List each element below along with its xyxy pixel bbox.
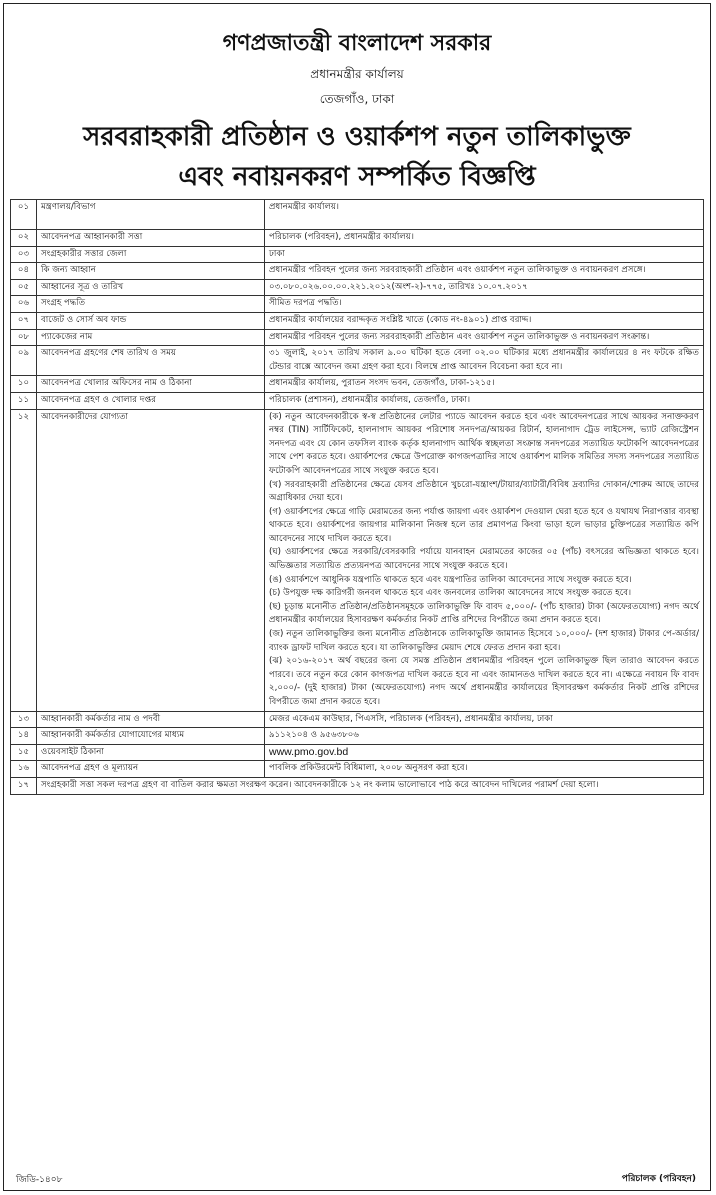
table-row: [11, 246, 704, 263]
row-label: আবেদনকারীদের যোগ্যতা: [37, 409, 265, 711]
row-value: সংগ্রহকারী সত্তা সকল দরপত্র গ্রহণ বা বাতিল করার ক্ষমতা সংরক্ষণ করেন। আবেদনকারীকে ১২ নং কলাম ভালোভাবে পাঠ করে আবেদন দাখিলের পরামর্শ দেয়া হলো।: [37, 777, 704, 794]
row-number: ০৬: [11, 296, 37, 313]
government-name: গণপ্রজাতন্ত্রী বাংলাদেশ সরকার: [222, 31, 492, 56]
row-label: আবেদনপত্র গ্রহণ ও মূল্যায়ন: [37, 761, 265, 778]
table-row: [11, 329, 704, 346]
gd-code: জিডি-১৪০৮: [16, 1175, 63, 1185]
table-row: [11, 200, 704, 230]
row-number: ১০: [11, 376, 37, 393]
table-row: [11, 296, 704, 313]
row-value: প্রধানমন্ত্রীর পরিবহন পুলের জন্য সরবরাহকারী প্রতিষ্ঠান এবং ওয়ার্কশপ নতুন তালিকাভুক্ত ও নবায়নকরণ সংক্রান্ত।: [265, 329, 704, 346]
row-value: পরিচালক (পরিবহন), প্রধানমন্ত্রীর কার্যালয়।: [265, 230, 704, 247]
row-number: ০১: [11, 200, 37, 230]
row-value: প্রধানমন্ত্রীর কার্যালয়ের বরাদ্দকৃত সংশ্লিষ্ট খাতে (কোড নং-৪৯০১) প্রাপ্ত বরাদ্দ।: [265, 312, 704, 329]
office-name: প্রধানমন্ত্রীর কার্যালয়: [310, 67, 404, 81]
row-number: ১৪: [11, 728, 37, 745]
table-row: [11, 711, 704, 728]
notice-footer: [10, 1167, 704, 1187]
table-row: [11, 230, 704, 247]
row-value: ৯১১২১০৪ ও ৯৫৬৩৮০৬: [265, 728, 704, 745]
row-value: ৩১ জুলাই, ২০১৭ তারিখ সকাল ৯.০০ ঘটিকা হতে বেলা ০২.০০ ঘটিকার মধ্যে প্রধানমন্ত্রীর কার্যালয়ের ৪ নং ফটকে রক্ষিত টেন্ডার বাক্সে আবেদন জমা গ্রহণ করা হবে। বিলম্বে প্রাপ্ত আবেদন বিবেচনা করা হবে না।: [265, 346, 704, 376]
row-number: ১৭: [11, 777, 37, 794]
qualification-item-ka: (ক) নতুন আবেদনকারীকে স্ব-স্ব প্রতিষ্ঠানের লেটার প্যাডে আবেদন করতে হবে এবং আবেদনপত্রের সাথে আয়কর সনাক্তকরণ নম্বর (TIN) সার্টিফিকেট, হালনাগাদ আয়কর পরিশোধ সনদপত্র/আয়কর রিটার্ন, হালনাগাদ ট্রেড লাইসেন্স, ভ্যাট রেজিস্ট্রেশন সনদপত্র এবং যে কোন তফসিল ব্যাংক কর্তৃক হালনাগাদ আর্থিক স্বচ্ছলতা সংক্রান্ত সনদপত্রের সত্যায়িত ফটোকপি আবেদনপত্রের সাথে পেশ করতে হবে। ওয়ার্কশপের ক্ষেত্রে উপরোক্ত কাগজপত্রাদির সাথে ওয়ার্কশপ মালিক সমিতির সদস্য সনদপত্রের সত্যায়িত ফটোকপি আবেদনপত্রের সাথে সংযুক্ত করতে হবে।: [269, 411, 699, 476]
row-number: ১৩: [11, 711, 37, 728]
qualification-item-gha: (ঘ) ওয়ার্কশপের ক্ষেত্রে সরকারি/বেসরকারি পর্যায়ে যানবাহন মেরামতের কাজের ০৫ (পাঁচ) বৎসরের অভিজ্ঞতা থাকতে হবে। অভিজ্ঞতার সত্যায়িত প্রত্যয়নপত্র আবেদনের সাথে সংযুক্ত করতে হবে।: [269, 547, 699, 572]
qualification-item-ja: (জ) নতুন তালিকাভুক্তির জন্য মনোনীত প্রতিষ্ঠানকে তালিকাভুক্তি জামানত হিসেবে ১০,০০০/- (দশ হাজার) টাকার পে-অর্ডার/ব্যাংক ড্রাফট দাখিল করতে হবে। যা তালিকাভুক্তির মেয়াদ শেষে ফেরত প্রদান করা হবে।: [269, 629, 699, 653]
office-location: তেজগাঁও, ঢাকা: [319, 92, 395, 106]
row-label: আবেদনপত্র গ্রহণ ও খোলার দপ্তর: [37, 392, 265, 409]
row-label: আবেদনপত্র আহ্বানকারী সত্তা: [37, 230, 265, 247]
row-value: মেজর একেএম কাউছার, পিএসসি, পরিচালক (পরিবহন), প্রধানমন্ত্রীর কার্যালয়, ঢাকা: [265, 711, 704, 728]
row-label: কি জন্য আহ্বান: [37, 263, 265, 280]
qualification-item-jha: (ঝ) ২০১৬-২০১৭ অর্থ বছরের জন্য যে সমস্ত প্রতিষ্ঠান প্রধানমন্ত্রীর পরিবহন পুলে তালিকাভুক্ত ছিল তারাও আবেদন করতে পারবে। তবে নতুন করে কোন কাগজপত্র দাখিল করতে হবে না এবং জামানতও দাখিল করতে হবে না। এক্ষেত্রে নবায়ন ফি বাবদ ২,০০০/- (দুই হাজার) টাকা (অফেরতযোগ্য) নগদ অর্থে প্রধানমন্ত্রীর কার্যালয়ের হিসাবরক্ষণ কর্মকর্তার নিকট প্রাপ্তি রশিদের বিপরীতে জমা প্রদান করতে হবে।: [269, 656, 699, 707]
row-number: ০৫: [11, 279, 37, 296]
notice-table: [10, 199, 704, 795]
qualification-item-kha: (খ) সরবরাহকারী প্রতিষ্ঠানের ক্ষেত্রে যেসব প্রতিষ্ঠানে খুচরো-যন্ত্রাংশ/টায়ার/ব্যাটারী/বিবিধ দ্রব্যাদির দোকান/শোরুম আছে তাদের অগ্রাধিকার দেয়া হবে।: [269, 479, 699, 504]
table-row: [11, 346, 704, 376]
table-row: [11, 777, 704, 794]
table-row: [11, 263, 704, 280]
table-row: [11, 744, 704, 761]
row-number: ১৫: [11, 744, 37, 761]
row-number: ১৬: [11, 761, 37, 778]
notice-title-line1: সরবরাহকারী প্রতিষ্ঠান ও ওয়ার্কশপ নতুন তালিকাভুক্ত: [83, 122, 631, 152]
qualification-item-cha: (চ) উপযুক্ত দক্ষ কারিগরী জনবল থাকতে হবে এবং জনবলের তালিকা আবেদনের সাথে সংযুক্ত করতে হবে।: [269, 588, 632, 599]
row-value: প্রধানমন্ত্রীর পরিবহন পুলের জন্য সরবরাহকারী প্রতিষ্ঠান এবং ওয়ার্কশপ নতুন তালিকাভুক্ত ও নবায়নকরণ প্রসঙ্গে।: [265, 263, 704, 280]
row-label: বাজেট ও সোর্স অব ফান্ড: [37, 312, 265, 329]
table-row: [11, 376, 704, 393]
row-number: ১২: [11, 409, 37, 711]
table-row: [11, 392, 704, 409]
row-number: ০৮: [11, 329, 37, 346]
signatory-designation: পরিচালক (পরিবহন): [621, 1174, 696, 1184]
row-value: পাবলিক প্রকিউরমেন্ট বিধিমালা, ২০০৮ অনুসরণ করা হবে।: [265, 761, 704, 778]
qualification-item-chha: (ছ) চূড়ান্ত মনোনীত প্রতিষ্ঠান/প্রতিষ্ঠানসমূহকে তালিকাভুক্তি ফি বাবদ ৫,০০০/- (পাঁচ হাজার) টাকা (অফেরতযোগ্য) নগদ অর্থে প্রধানমন্ত্রীর কার্যালয়ের হিসাবরক্ষণ কর্মকর্তার নিকট প্রাপ্তি রশিদের বিপরীতে জমা প্রদান করতে হবে।: [269, 601, 699, 626]
row-label: ওয়েবসাইট ঠিকানা: [37, 744, 265, 761]
notice-page: [3, 3, 711, 1191]
row-label: প্যাকেজের নাম: [37, 329, 265, 346]
row-number: ০৭: [11, 312, 37, 329]
qualification-item-ga: (গ) ওয়ার্কশপের ক্ষেত্রে গাড়ি মেরামতের জন্য পর্যাপ্ত জায়গা এবং ওয়ার্কশপ দেওয়াল ঘেরা হতে হবে ও যথাযথ নিরাপত্তার ব্যবস্থা থাকতে হবে। ওয়ার্কশপের জায়গার মালিকানা নিজস্ব হলে তার প্রমাণপত্র কিংবা ভাড়া হলে ভাড়ার চুক্তিপত্রের সত্যায়িত কপি আবেদনের সাথে দাখিল করতে হবে।: [269, 506, 699, 544]
row-value: ০৩.০৮০.০২৬.০০.০০.২২১.২০১২(অংশ-২)-৭৭৫, তারিখঃ ১০.০৭.২০১৭: [265, 279, 704, 296]
qualifications-list: [265, 409, 704, 711]
row-label: সংগ্রহকারীর সত্তার জেলা: [37, 246, 265, 263]
row-number: ০৯: [11, 346, 37, 376]
table-row-qualifications: [11, 409, 704, 711]
row-label: আহ্বানকারী কর্মকর্তার যোগাযোগের মাধ্যম: [37, 728, 265, 745]
notice-title-line2: এবং নবায়নকরণ সম্পর্কিত বিজ্ঞপ্তি: [178, 162, 536, 192]
row-number: ০২: [11, 230, 37, 247]
row-label: মন্ত্রণালয়/বিভাগ: [37, 200, 265, 230]
row-number: ০৩: [11, 246, 37, 263]
website-link[interactable]: www.pmo.gov.bd: [265, 744, 704, 761]
row-value: সীমিত দরপত্র পদ্ধতি।: [265, 296, 704, 313]
table-row: [11, 279, 704, 296]
table-row: [11, 728, 704, 745]
row-label: আবেদনপত্র গ্রহণের শেষ তারিখ ও সময়: [37, 346, 265, 376]
row-value: পরিচালক (প্রশাসন), প্রধানমন্ত্রীর কার্যালয়, তেজগাঁও, ঢাকা।: [265, 392, 704, 409]
row-label: আবেদনপত্র খোলার অফিসের নাম ও ঠিকানা: [37, 376, 265, 393]
row-value: প্রধানমন্ত্রীর কার্যালয়, পুরাতন সংসদ ভবন, তেজগাঁও, ঢাকা-১২১৫।: [265, 376, 704, 393]
row-label: আহ্বানকারী কর্মকর্তার নাম ও পদবী: [37, 711, 265, 728]
row-label: সংগ্রহ পদ্ধতি: [37, 296, 265, 313]
row-value: প্রধানমন্ত্রীর কার্যালয়।: [265, 200, 704, 230]
row-number: ০৪: [11, 263, 37, 280]
row-label: আহ্বানের সূত্র ও তারিখ: [37, 279, 265, 296]
table-row: [11, 312, 704, 329]
row-number: ১১: [11, 392, 37, 409]
row-value: ঢাকা: [265, 246, 704, 263]
qualification-item-umo: (ঙ) ওয়ার্কশপে আধুনিক যন্ত্রপাতি থাকতে হবে এবং যন্ত্রপাতির তালিকা আবেদনের সাথে সংযুক্ত করতে হবে।: [269, 574, 632, 585]
table-row: [11, 761, 704, 778]
